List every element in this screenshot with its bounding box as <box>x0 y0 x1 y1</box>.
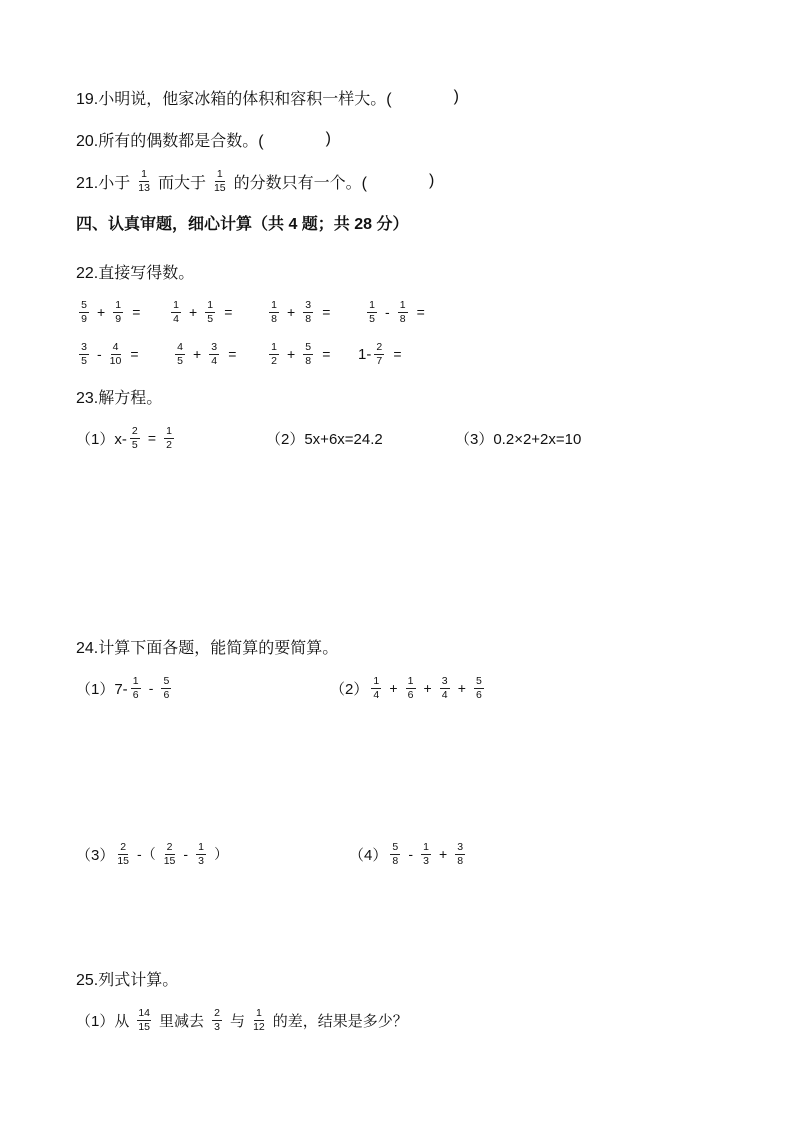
q22-r1-c3 <box>266 295 330 329</box>
fraction: $\frac{1}{6}$ <box>406 676 416 701</box>
close-paren: ） <box>214 846 229 862</box>
part-label: （2）5x+6x=24.2 <box>266 430 383 448</box>
q22-r1-c2 <box>168 295 232 329</box>
operator: - <box>408 846 414 862</box>
question-20-close: ) <box>325 130 331 147</box>
operator: + <box>193 346 202 362</box>
fraction: $\frac{3}{8}$ <box>455 842 465 867</box>
part-label: （2） <box>330 680 369 698</box>
fraction: $\frac{1}{8}$ <box>398 300 408 325</box>
question-24-title-text: 24.计算下面各题，能简算的要简算。 <box>76 639 339 657</box>
q24-part-1 <box>76 671 174 705</box>
question-19 <box>76 81 459 113</box>
fraction: $\frac{1}{4}$ <box>371 676 381 701</box>
q22-r2-c2 <box>172 337 236 371</box>
fraction: $\frac{5}{6}$ <box>474 676 484 701</box>
operator: + <box>287 346 296 362</box>
fraction: $\frac{4}{5}$ <box>175 342 185 367</box>
q24-part-3 <box>76 837 233 871</box>
q24-part-2 <box>330 671 487 705</box>
q23-part-1 <box>76 421 177 455</box>
equals: = <box>224 304 233 320</box>
expression-prefix: 1- <box>358 345 372 363</box>
part-label: （1）从 <box>76 1012 130 1030</box>
question-21 <box>76 164 434 198</box>
fraction: $\frac{1}{3}$ <box>196 842 206 867</box>
fraction: $\frac{4}{10}$ <box>109 340 122 367</box>
equals: = <box>416 304 425 320</box>
fraction: $\frac{2}{3}$ <box>212 1008 222 1033</box>
equals: = <box>393 346 402 362</box>
operator: -（ <box>137 846 156 862</box>
part-label: （1）7- <box>76 680 128 698</box>
question-25-title-text: 25.列式计算。 <box>76 971 179 989</box>
operator: - <box>183 846 189 862</box>
fraction: $\frac{1}{9}$ <box>113 300 123 325</box>
fraction: $\frac{5}{6}$ <box>161 676 171 701</box>
operator: + <box>287 304 296 320</box>
operator: - <box>97 346 102 362</box>
question-21-pre: 21.小于 <box>76 174 131 192</box>
fraction: $\frac{1}{6}$ <box>131 676 141 701</box>
q22-r1-c1 <box>76 295 140 329</box>
question-19-text: 19.小明说，他家冰箱的体积和容积一样大。( <box>76 90 392 108</box>
operator: + <box>389 680 398 696</box>
question-24-title <box>76 630 338 662</box>
equals: = <box>130 346 139 362</box>
equals: = <box>228 346 237 362</box>
fraction: $\frac{5}{9}$ <box>79 300 89 325</box>
operator: + <box>423 680 432 696</box>
question-25-title <box>76 962 178 994</box>
question-22-title <box>76 255 194 287</box>
section-heading <box>76 206 408 238</box>
fraction: $\frac{1}{8}$ <box>269 300 279 325</box>
operator: - <box>385 304 390 320</box>
q22-r2-c1 <box>76 337 139 371</box>
question-20 <box>76 123 331 155</box>
question-23-title-text: 23.解方程。 <box>76 389 163 407</box>
equals: = <box>132 304 141 320</box>
fraction: $\frac{1}{5}$ <box>205 300 215 325</box>
part-label: （3） <box>76 846 115 864</box>
question-20-text: 20.所有的偶数都是合数。( <box>76 132 264 150</box>
fraction: $\frac{2}{5}$ <box>130 426 140 451</box>
fraction: $\frac{5}{8}$ <box>390 842 400 867</box>
fraction: $\frac{2}{7}$ <box>374 342 384 367</box>
q23-part-3 <box>455 421 581 455</box>
question-19-close: ) <box>453 88 459 105</box>
part-label: （1）x- <box>76 430 127 448</box>
section-4-title: 四、认真审题，细心计算（共 4 题；共 28 分） <box>76 215 409 233</box>
fraction: $\frac{1}{2}$ <box>269 342 279 367</box>
q25-part-1 <box>76 1003 408 1037</box>
fraction: $\frac{3}{4}$ <box>209 342 219 367</box>
operator: + <box>97 304 106 320</box>
operator: - <box>148 680 154 696</box>
question-23-title <box>76 380 162 412</box>
fraction: $\frac{3}{5}$ <box>79 342 89 367</box>
q23-part-2 <box>266 421 383 455</box>
question-21-close: ) <box>428 172 435 189</box>
q24-part-4 <box>349 837 468 871</box>
fraction: $\frac{1}{2}$ <box>164 426 174 451</box>
fraction: $\frac{1}{5}$ <box>367 300 377 325</box>
operator: + <box>189 304 198 320</box>
fraction: $\frac{1}{4}$ <box>171 300 181 325</box>
operator: + <box>457 680 466 696</box>
part-label: （4） <box>349 846 388 864</box>
q22-r2-c3 <box>266 337 330 371</box>
text-segment: 里减去 <box>159 1012 205 1030</box>
fraction: $\frac{2}{15}$ <box>117 840 130 867</box>
question-22-title-text: 22.直接写得数。 <box>76 264 195 282</box>
operator: + <box>439 846 448 862</box>
text-segment: 与 <box>230 1012 246 1030</box>
q22-r1-c4 <box>364 295 425 329</box>
fraction: $\frac{1}{13}$ <box>138 167 150 194</box>
equals: = <box>147 430 157 446</box>
fraction: $\frac{14}{15}$ <box>138 1006 151 1033</box>
fraction: $\frac{3}{4}$ <box>440 676 450 701</box>
fraction: $\frac{2}{15}$ <box>163 840 176 867</box>
fraction: $\frac{3}{8}$ <box>303 300 313 325</box>
equals: = <box>322 346 331 362</box>
part-label: （3）0.2×2+2x=10 <box>455 430 582 448</box>
equals: = <box>322 304 331 320</box>
fraction: $\frac{5}{8}$ <box>303 342 313 367</box>
question-21-mid: 而大于 <box>157 174 206 192</box>
fraction: $\frac{1}{12}$ <box>253 1006 265 1033</box>
text-segment: 的差，结果是多少？ <box>272 1012 408 1030</box>
fraction: $\frac{1}{3}$ <box>421 842 431 867</box>
q22-r2-c4 <box>358 337 402 371</box>
question-21-post: 的分数只有一个。( <box>233 174 367 192</box>
fraction: $\frac{1}{15}$ <box>213 167 226 194</box>
